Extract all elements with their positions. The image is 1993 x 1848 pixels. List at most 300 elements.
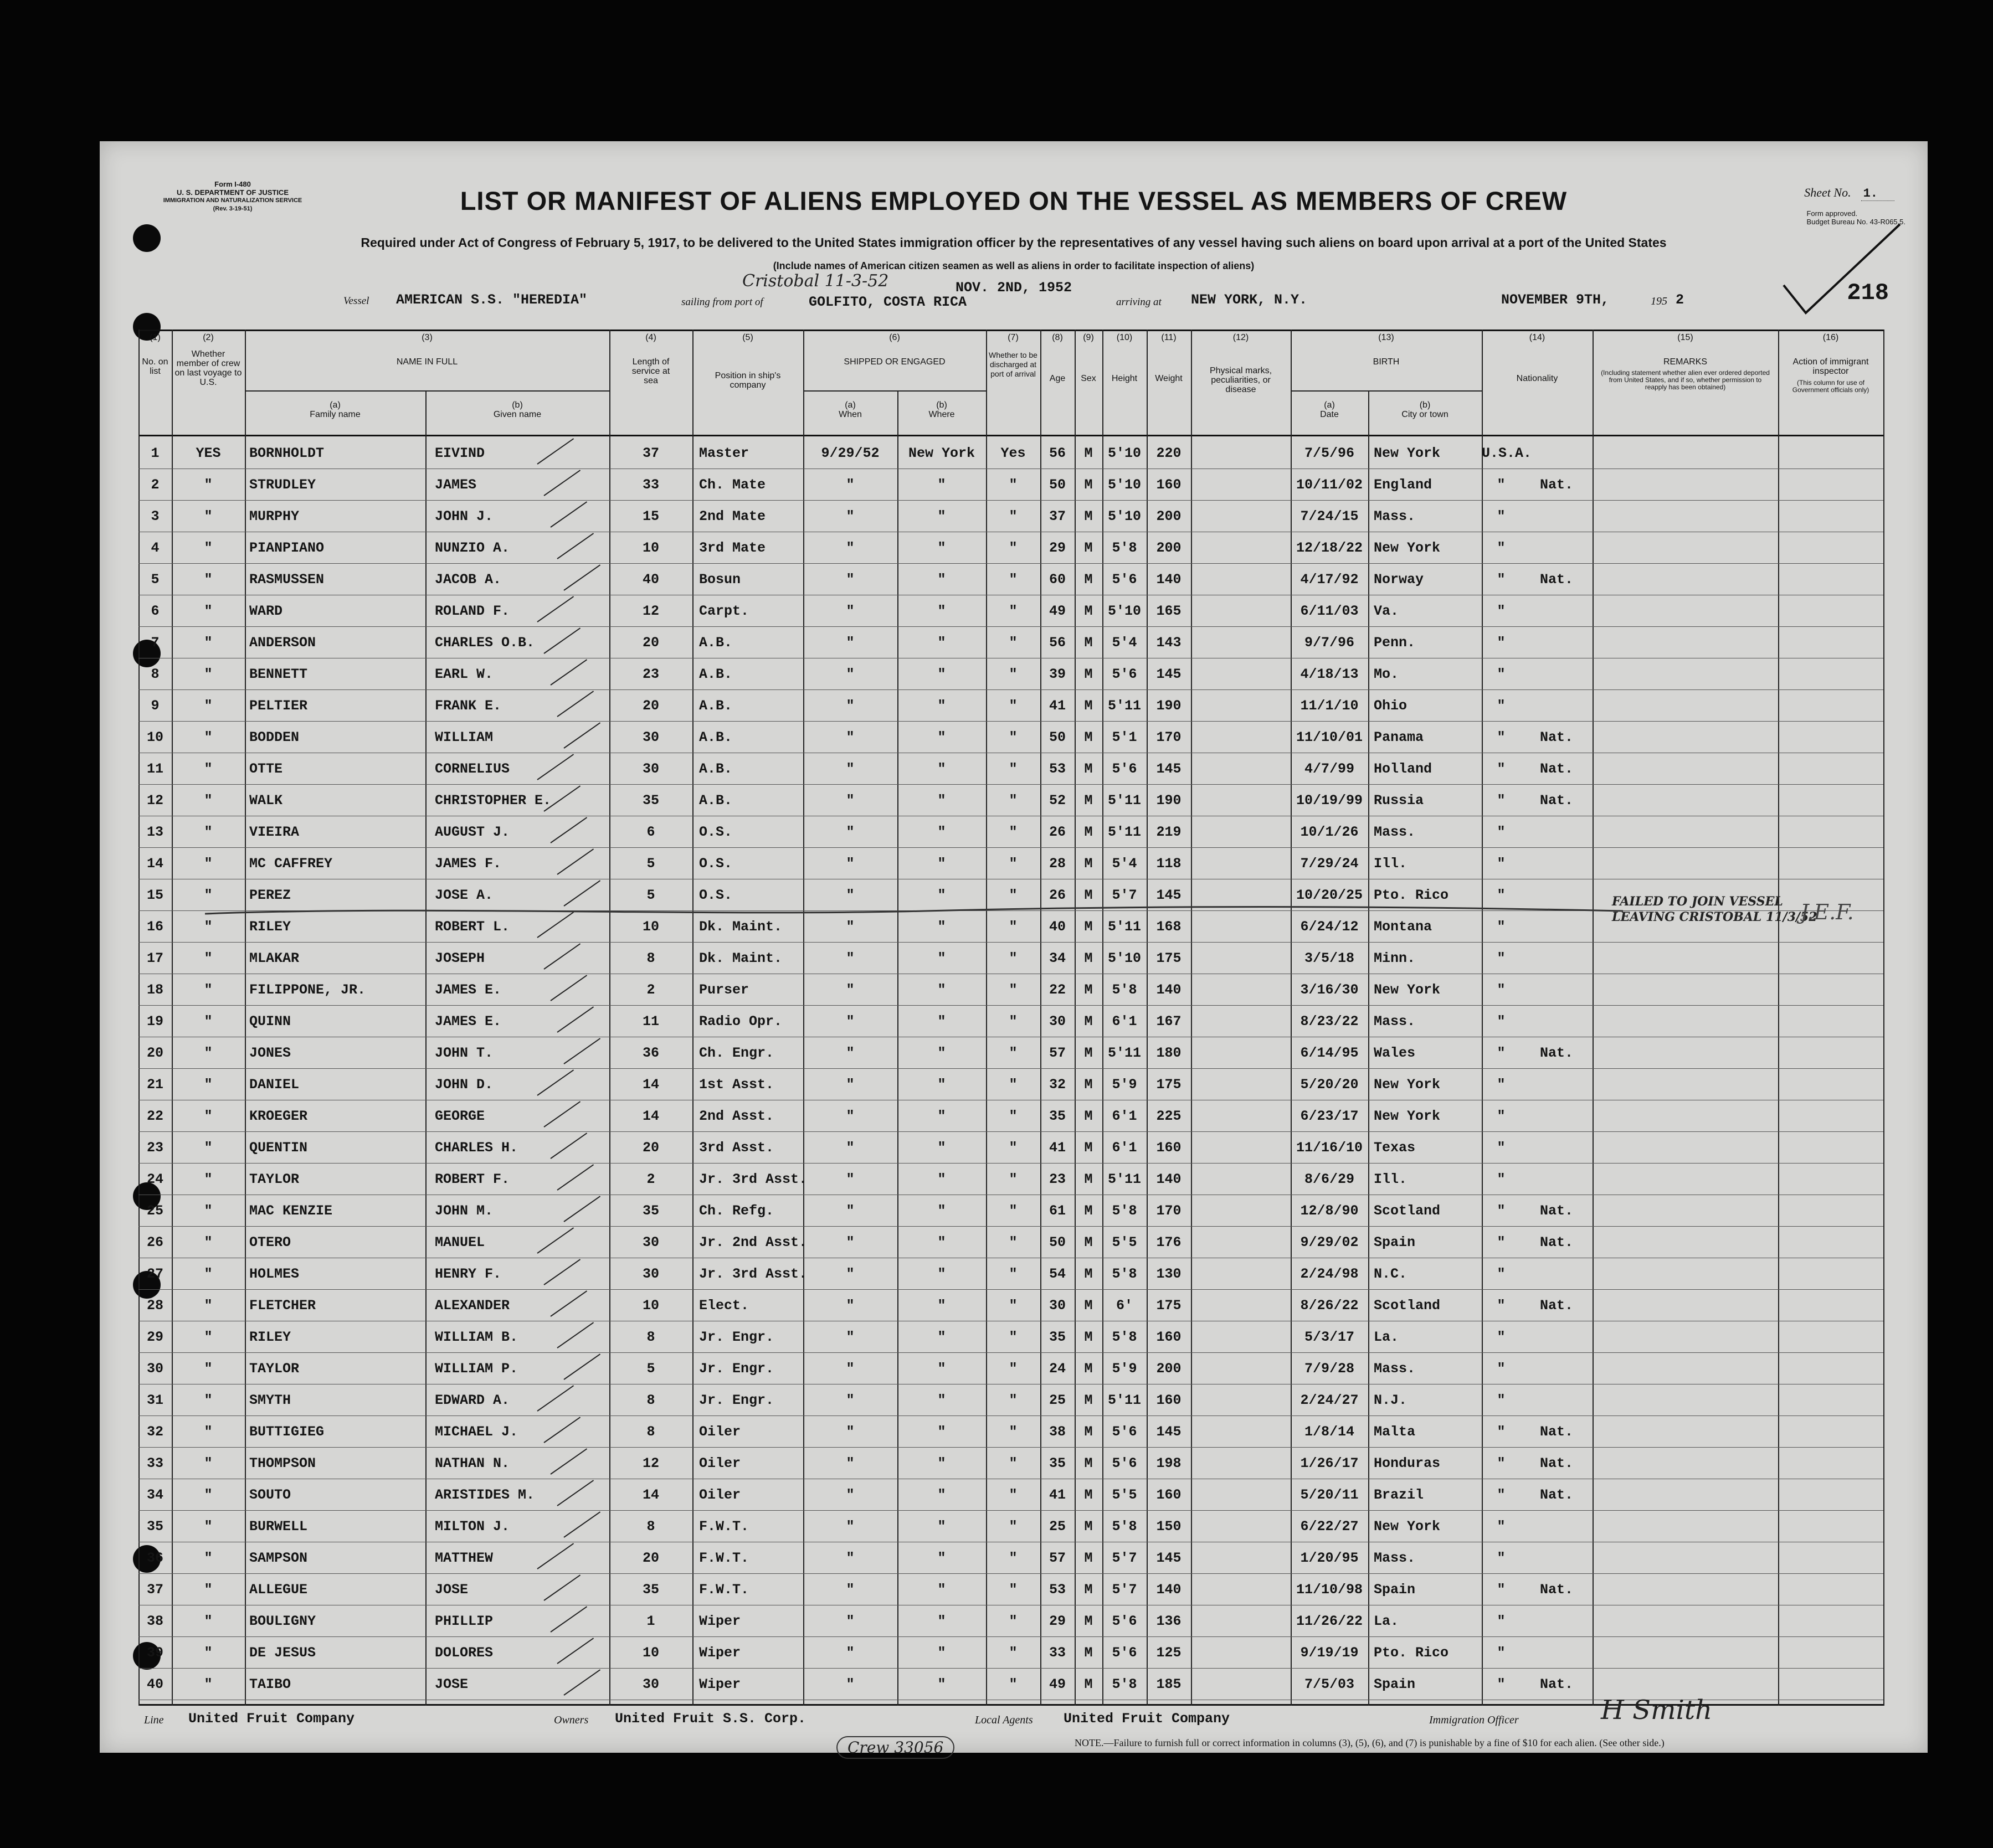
cell-prev: YES	[196, 445, 221, 461]
cell-wt: 145	[1156, 761, 1182, 777]
col-13-header: BIRTH	[1373, 357, 1400, 367]
cell-pos: Ch. Engr.	[699, 1045, 774, 1061]
cell-nat: "	[1497, 540, 1506, 556]
cell-nat: "	[1497, 982, 1506, 998]
cell-bdate: 9/29/02	[1300, 1234, 1359, 1250]
cell-age: 25	[1049, 1518, 1066, 1535]
cell-age: 50	[1049, 729, 1066, 745]
cell-svc: 10	[642, 540, 659, 556]
cell-no: 11	[146, 761, 163, 777]
form-revision: (Rev. 3-19-51)	[213, 205, 253, 212]
cell-when: "	[846, 572, 855, 588]
cell-bcity: Malta	[1374, 1424, 1416, 1440]
cell-nat2: Nat.	[1539, 792, 1573, 809]
cell-age: 49	[1049, 603, 1066, 619]
cell-where: New York	[908, 445, 975, 461]
cell-ht: 5'10	[1107, 950, 1141, 966]
cell-wt: 200	[1156, 508, 1182, 524]
cell-nat2: Nat.	[1539, 1424, 1573, 1440]
cell-bcity: Penn.	[1374, 635, 1416, 651]
cell-sex: M	[1084, 1550, 1093, 1566]
col-15-header: REMARKS	[1663, 357, 1708, 367]
row-divider	[138, 1415, 1883, 1416]
cell-prev: "	[204, 1013, 213, 1029]
cell-svc: 2	[646, 982, 655, 998]
cell-where: "	[937, 1455, 946, 1471]
cell-wt: 160	[1156, 1487, 1182, 1503]
cell-age: 35	[1049, 1108, 1066, 1124]
cell-bcity: Mass.	[1374, 1361, 1416, 1377]
cell-ht: 5'4	[1112, 856, 1137, 872]
cell-pos: Oiler	[699, 1424, 741, 1440]
cell-wt: 170	[1156, 729, 1182, 745]
cell-prev: "	[204, 729, 213, 745]
row-divider	[138, 721, 1883, 722]
cell-pos: Dk. Maint.	[699, 950, 783, 966]
row-divider	[138, 500, 1883, 501]
cell-bcity: England	[1374, 477, 1432, 493]
cell-svc: 20	[642, 698, 659, 714]
cell-bcity: La.	[1374, 1613, 1399, 1629]
cell-wt: 165	[1156, 603, 1182, 619]
cell-bcity: Brazil	[1374, 1487, 1424, 1503]
cell-prev: "	[204, 982, 213, 998]
cell-age: 52	[1049, 792, 1066, 809]
strike-through-line	[205, 900, 1623, 922]
cell-bcity: New York	[1374, 445, 1441, 461]
cell-where: "	[937, 477, 946, 493]
cell-family: JONES	[249, 1045, 291, 1061]
owners-label: Owners	[554, 1714, 589, 1726]
cell-wt: 143	[1156, 635, 1182, 651]
cell-bdate: 3/5/18	[1304, 950, 1354, 966]
cell-nat: "	[1497, 1266, 1506, 1282]
cell-when: "	[846, 982, 855, 998]
year-prefix: 195	[1651, 295, 1667, 307]
cell-no: 13	[146, 824, 163, 840]
cell-when: "	[846, 919, 855, 935]
cell-nat: "	[1497, 1392, 1506, 1408]
cell-when: "	[846, 508, 855, 524]
sheet-number	[1804, 186, 1894, 200]
cell-age: 24	[1049, 1361, 1066, 1377]
cell-svc: 10	[642, 919, 659, 935]
cell-nat: "	[1497, 1550, 1506, 1566]
cell-sex: M	[1084, 1676, 1093, 1692]
cell-where: "	[937, 572, 946, 588]
cell-given: DOLORES	[435, 1645, 494, 1661]
cell-disch: "	[1009, 666, 1018, 682]
cell-given: FRANK E.	[435, 698, 502, 714]
cell-given: ROBERT L.	[435, 919, 510, 935]
cell-where: "	[937, 1171, 946, 1187]
cell-where: "	[937, 1392, 946, 1408]
cell-svc: 5	[646, 1361, 655, 1377]
cell-nat: "	[1497, 761, 1506, 777]
cell-svc: 30	[642, 1234, 659, 1250]
punch-hole	[133, 224, 161, 252]
cell-family: QUENTIN	[249, 1140, 308, 1156]
cell-bdate: 10/19/99	[1296, 792, 1363, 809]
cell-prev: "	[204, 572, 213, 588]
cell-family: TAIBO	[249, 1676, 291, 1692]
row-divider	[138, 784, 1883, 785]
cell-age: 35	[1049, 1455, 1066, 1471]
cell-given: CHRISTOPHER E.	[435, 792, 552, 809]
cell-pos: A.B.	[699, 635, 733, 651]
cell-prev: "	[204, 1582, 213, 1598]
cell-pos: O.S.	[699, 824, 733, 840]
col-12-header: Physical marks, peculiarities, or disease	[1209, 366, 1272, 394]
footer-note: NOTE.—Failure to furnish full or correct information in columns (3), (5), (6), and (7) is punishable by a fine of $10 for each alien. (See other side.)	[1075, 1737, 1665, 1748]
cell-pos: Jr. 2nd Asst.	[699, 1234, 808, 1250]
cell-bdate: 11/26/22	[1296, 1613, 1363, 1629]
col-9-header: Sex	[1081, 374, 1096, 383]
cell-sex: M	[1084, 572, 1093, 588]
cell-when: "	[846, 1424, 855, 1440]
cell-family: SOUTO	[249, 1487, 291, 1503]
cell-ht: 6'	[1116, 1298, 1133, 1314]
cell-bcity: Texas	[1374, 1140, 1416, 1156]
row-divider	[138, 1447, 1883, 1448]
agents-label: Local Agents	[975, 1714, 1033, 1726]
cell-sex: M	[1084, 1108, 1093, 1124]
cell-sex: M	[1084, 635, 1093, 651]
cell-disch: "	[1009, 1171, 1018, 1187]
cell-bcity: Ill.	[1374, 1171, 1408, 1187]
vessel-label: Vessel	[343, 295, 369, 307]
cell-age: 33	[1049, 1645, 1066, 1661]
cell-age: 60	[1049, 572, 1066, 588]
cell-given: ARISTIDES M.	[435, 1487, 535, 1503]
cell-age: 30	[1049, 1013, 1066, 1029]
col-6a-header: (a) When	[839, 400, 862, 419]
cell-svc: 8	[646, 950, 655, 966]
cell-nat: "	[1497, 1140, 1506, 1156]
cell-bdate: 3/16/30	[1300, 982, 1359, 998]
cell-disch: "	[1009, 1550, 1018, 1566]
cell-where: "	[937, 1108, 946, 1124]
inspector-initials: J.E.F.	[1800, 900, 1854, 924]
cell-disch: "	[1009, 1487, 1018, 1503]
col-3-header: NAME IN FULL	[396, 357, 458, 367]
cell-wt: 118	[1156, 856, 1182, 872]
cell-bdate: 6/11/03	[1300, 603, 1359, 619]
cell-pos: Oiler	[699, 1455, 741, 1471]
cell-prev: "	[204, 1329, 213, 1345]
cell-nat: U.S.A.	[1482, 445, 1532, 461]
cell-bcity: Mo.	[1374, 666, 1399, 682]
col-6-header: SHIPPED OR ENGAGED	[844, 357, 946, 367]
cell-no: 23	[146, 1140, 163, 1156]
cell-wt: 130	[1156, 1266, 1182, 1282]
cell-wt: 160	[1156, 1140, 1182, 1156]
cell-svc: 30	[642, 761, 659, 777]
cell-pos: Elect.	[699, 1298, 749, 1314]
col-8-header: Age	[1049, 374, 1066, 383]
cell-family: PELTIER	[249, 698, 308, 714]
cell-bcity: New York	[1374, 1077, 1441, 1093]
cell-disch: "	[1009, 1424, 1018, 1440]
cell-disch: Yes	[1000, 445, 1026, 461]
cell-ht: 5'8	[1112, 1518, 1137, 1535]
cell-bdate: 4/18/13	[1300, 666, 1359, 682]
cell-disch: "	[1009, 603, 1018, 619]
col-6b-header: (b) Where	[928, 400, 955, 419]
cell-given: MATTHEW	[435, 1550, 494, 1566]
row-divider	[138, 942, 1883, 943]
line-label: Line	[144, 1714, 164, 1726]
cell-bdate: 11/10/01	[1296, 729, 1363, 745]
cell-bdate: 10/20/25	[1296, 887, 1363, 903]
cell-prev: "	[204, 919, 213, 935]
cell-svc: 12	[642, 1455, 659, 1471]
cell-pos: Carpt.	[699, 603, 749, 619]
cell-disch: "	[1009, 887, 1018, 903]
cell-age: 25	[1049, 1392, 1066, 1408]
row-divider	[138, 847, 1883, 848]
cell-ht: 5'8	[1112, 1676, 1137, 1692]
cell-when: "	[846, 1582, 855, 1598]
cell-nat2: Nat.	[1539, 1582, 1573, 1598]
cell-where: "	[937, 1676, 946, 1692]
cell-svc: 30	[642, 1266, 659, 1282]
cell-prev: "	[204, 1140, 213, 1156]
cell-sex: M	[1084, 698, 1093, 714]
cell-disch: "	[1009, 540, 1018, 556]
cell-prev: "	[204, 1645, 213, 1661]
cell-bdate: 6/24/12	[1300, 919, 1359, 935]
cell-when: "	[846, 1487, 855, 1503]
cell-bcity: Mass.	[1374, 508, 1416, 524]
row-divider	[138, 1289, 1883, 1290]
cell-bdate: 8/26/22	[1300, 1298, 1359, 1314]
cell-no: 1	[151, 445, 160, 461]
cell-prev: "	[204, 1455, 213, 1471]
cell-bcity: Honduras	[1374, 1455, 1441, 1471]
cell-bdate: 6/14/95	[1300, 1045, 1359, 1061]
cell-ht: 6'1	[1112, 1108, 1137, 1124]
cell-svc: 11	[642, 1013, 659, 1029]
cell-nat: "	[1497, 792, 1506, 809]
cell-svc: 14	[642, 1108, 659, 1124]
cell-ht: 5'9	[1112, 1361, 1137, 1377]
cell-age: 56	[1049, 635, 1066, 651]
cell-where: "	[937, 1140, 946, 1156]
cell-nat: "	[1497, 666, 1506, 682]
col-11-header: Weight	[1155, 374, 1183, 383]
cell-given: MANUEL	[435, 1234, 485, 1250]
cell-svc: 10	[642, 1298, 659, 1314]
cell-family: TAYLOR	[249, 1171, 300, 1187]
col-11-number: (11)	[1161, 333, 1177, 342]
cell-disch: "	[1009, 1676, 1018, 1692]
cell-ht: 5'11	[1107, 792, 1141, 809]
page-title: LIST OR MANIFEST OF ALIENS EMPLOYED ON THE VESSEL AS MEMBERS OF CREW	[460, 186, 1568, 215]
cell-no: 36	[146, 1550, 163, 1566]
sheet-number-label: Sheet No.	[1804, 186, 1851, 199]
cell-family: KROEGER	[249, 1108, 308, 1124]
cell-bcity: Mass.	[1374, 824, 1416, 840]
cell-pos: A.B.	[699, 729, 733, 745]
cell-wt: 160	[1156, 1329, 1182, 1345]
cell-bcity: Va.	[1374, 603, 1399, 619]
cell-disch: "	[1009, 824, 1018, 840]
cell-pos: Ch. Refg.	[699, 1203, 774, 1219]
cell-bcity: Montana	[1374, 919, 1432, 935]
cell-nat2: Nat.	[1539, 1298, 1573, 1314]
cell-disch: "	[1009, 1582, 1018, 1598]
col-7-header: Whether to be discharged at port of arrival	[989, 351, 1037, 378]
col-1-header: No. on list	[142, 357, 168, 376]
cell-ht: 5'7	[1112, 887, 1137, 903]
cell-wt: 145	[1156, 887, 1182, 903]
cell-bdate: 2/24/27	[1300, 1392, 1359, 1408]
cell-when: "	[846, 1171, 855, 1187]
cell-given: ROLAND F.	[435, 603, 510, 619]
cell-bcity: Spain	[1374, 1234, 1416, 1250]
cell-bdate: 8/6/29	[1304, 1171, 1354, 1187]
cell-given: JOSE	[435, 1676, 469, 1692]
cell-prev: "	[204, 950, 213, 966]
cell-age: 57	[1049, 1550, 1066, 1566]
cell-pos: Bosun	[699, 572, 741, 588]
cell-disch: "	[1009, 1455, 1018, 1471]
cell-wt: 140	[1156, 982, 1182, 998]
col-13b-header: (b) City or town	[1401, 400, 1448, 419]
cell-wt: 140	[1156, 1171, 1182, 1187]
cell-pos: F.W.T.	[699, 1518, 749, 1535]
cell-nat: "	[1497, 729, 1506, 745]
cell-when: "	[846, 1361, 855, 1377]
cell-sex: M	[1084, 1645, 1093, 1661]
cell-bcity: N.C.	[1374, 1266, 1408, 1282]
cell-no: 37	[146, 1582, 163, 1598]
cell-sex: M	[1084, 508, 1093, 524]
cell-age: 50	[1049, 477, 1066, 493]
cell-where: "	[937, 1234, 946, 1250]
row-divider	[138, 626, 1883, 627]
cell-nat: "	[1497, 1613, 1506, 1629]
cell-bcity: Mass.	[1374, 1013, 1416, 1029]
cell-ht: 5'6	[1112, 761, 1137, 777]
remark-line-1: FAILED TO JOIN VESSEL	[1612, 894, 1783, 909]
cell-where: "	[937, 1518, 946, 1535]
cell-nat: "	[1497, 919, 1506, 935]
cell-family: BURWELL	[249, 1518, 308, 1535]
cell-prev: "	[204, 1550, 213, 1566]
row-divider	[138, 563, 1883, 564]
cell-pos: O.S.	[699, 887, 733, 903]
cell-wt: 190	[1156, 792, 1182, 809]
row-divider	[138, 1573, 1883, 1574]
cell-pos: A.B.	[699, 792, 733, 809]
col-15-subheader: (Including statement whether alien ever ordered deported from United States, and if so, whether permission to reapply has been obtained)	[1601, 369, 1770, 391]
cell-given: JACOB A.	[435, 572, 502, 588]
cell-sex: M	[1084, 1266, 1093, 1282]
cell-svc: 6	[646, 824, 655, 840]
cell-ht: 5'8	[1112, 540, 1137, 556]
cell-ht: 5'11	[1107, 1392, 1141, 1408]
cell-when: "	[846, 1676, 855, 1692]
cell-nat2: Nat.	[1539, 572, 1573, 588]
remark-line-2: LEAVING CRISTOBAL 11/3/52	[1612, 910, 1817, 924]
cell-ht: 5'6	[1112, 1645, 1137, 1661]
cell-when: "	[846, 950, 855, 966]
cell-where: "	[937, 1077, 946, 1093]
cell-no: 15	[146, 887, 163, 903]
row-divider	[138, 1510, 1883, 1511]
cell-no: 30	[146, 1361, 163, 1377]
cell-where: "	[937, 508, 946, 524]
col-7-number: (7)	[1008, 333, 1019, 342]
cell-nat2: Nat.	[1539, 1676, 1573, 1692]
cell-prev: "	[204, 824, 213, 840]
cell-disch: "	[1009, 856, 1018, 872]
cell-given: EARL W.	[435, 666, 494, 682]
cell-sex: M	[1084, 1487, 1093, 1503]
cell-where: "	[937, 540, 946, 556]
cell-svc: 30	[642, 729, 659, 745]
cell-wt: 170	[1156, 1203, 1182, 1219]
cell-sex: M	[1084, 603, 1093, 619]
cell-family: ANDERSON	[249, 635, 316, 651]
cell-sex: M	[1084, 1171, 1093, 1187]
cell-prev: "	[204, 477, 213, 493]
cell-pos: F.W.T.	[699, 1550, 749, 1566]
cell-disch: "	[1009, 1108, 1018, 1124]
cell-when: "	[846, 603, 855, 619]
row-divider	[138, 1226, 1883, 1227]
col-5-header: Position in ship's company	[715, 371, 781, 390]
vessel-name: AMERICAN S.S. "HEREDIA"	[396, 292, 588, 308]
cell-where: "	[937, 603, 946, 619]
cell-when: "	[846, 1140, 855, 1156]
cell-wt: 175	[1156, 1077, 1182, 1093]
cell-no: 12	[146, 792, 163, 809]
cell-sex: M	[1084, 1298, 1093, 1314]
cell-age: 39	[1049, 666, 1066, 682]
cell-sex: M	[1084, 1045, 1093, 1061]
cell-prev: "	[204, 1203, 213, 1219]
cell-nat: "	[1497, 698, 1506, 714]
cell-when: "	[846, 1045, 855, 1061]
cell-when: "	[846, 1234, 855, 1250]
cell-nat2: Nat.	[1539, 477, 1573, 493]
cell-disch: "	[1009, 477, 1018, 493]
cell-prev: "	[204, 698, 213, 714]
crew-table	[138, 330, 1883, 1706]
cell-nat: "	[1497, 1424, 1506, 1440]
cell-where: "	[937, 1645, 946, 1661]
cell-wt: 180	[1156, 1045, 1182, 1061]
cell-given: ROBERT F.	[435, 1171, 510, 1187]
cell-age: 35	[1049, 1329, 1066, 1345]
cell-when: "	[846, 1550, 855, 1566]
cell-svc: 20	[642, 1140, 659, 1156]
cell-nat: "	[1497, 1329, 1506, 1345]
cell-family: MAC KENZIE	[249, 1203, 333, 1219]
sailing-label: sailing from port of	[681, 296, 763, 308]
cell-bdate: 11/10/98	[1296, 1582, 1363, 1598]
cell-disch: "	[1009, 1645, 1018, 1661]
cell-given: NATHAN N.	[435, 1455, 510, 1471]
departure-port: GOLFITO, COSTA RICA	[809, 294, 967, 310]
cell-disch: "	[1009, 1298, 1018, 1314]
cell-ht: 5'6	[1112, 1455, 1137, 1471]
cell-prev: "	[204, 1487, 213, 1503]
cell-wt: 175	[1156, 1298, 1182, 1314]
